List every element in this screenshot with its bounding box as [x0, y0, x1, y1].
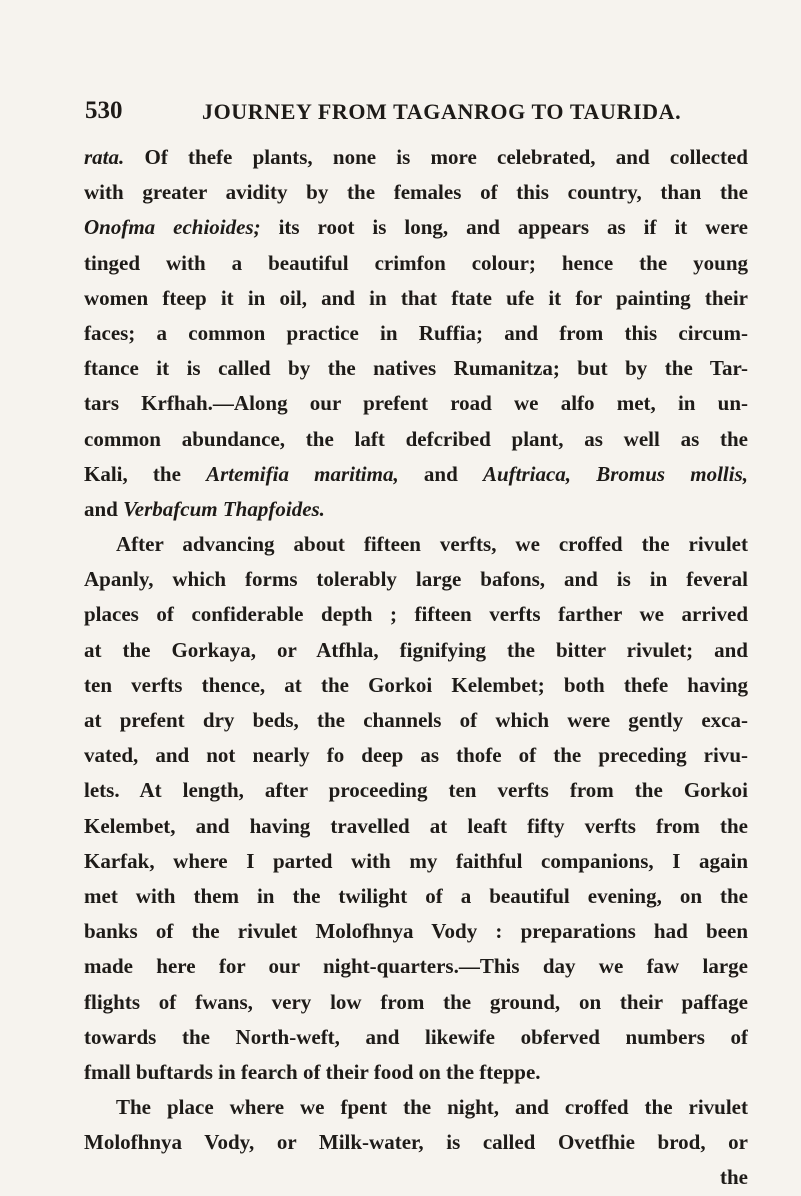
text-line: made here for our night-quarters.—This day we faw large [84, 954, 748, 979]
body-text [84, 140, 748, 1196]
running-title: JOURNEY FROM TAGANROG TO TAURIDA. [202, 99, 682, 124]
text-segment: Of thefe plants, none is more celebrated, and collected [124, 145, 748, 169]
text-line: vated, and not nearly fo deep as thofe of the preceding rivu- [84, 743, 748, 768]
text-segment [571, 462, 596, 486]
italic-text: Artemifia maritima, [206, 461, 399, 486]
text-line [84, 457, 748, 492]
text-line [84, 492, 748, 527]
italic-text: Verbafcum Thapfoides. [123, 496, 325, 521]
text-line: Karfak, where I parted with my faithful companions, I again [84, 848, 748, 873]
text-line [84, 210, 748, 245]
paragraph-start-line: After advancing about fifteen verfts, we croffed the rivulet [116, 532, 748, 557]
text-line: met with them in the twilight of a beautiful evening, on the [84, 883, 748, 908]
text-line: tinged with a beautiful crimfon colour; hence the young [84, 250, 748, 275]
text-line: tars Krfhah.—Along our prefent road we alfo met, in un- [84, 391, 748, 416]
paragraph-start-line: The place where we fpent the night, and croffed the rivulet [116, 1095, 748, 1120]
text-line: ten verfts thence, at the Gorkoi Kelembet; both thefe having [84, 672, 748, 697]
page-header [85, 97, 745, 137]
text-line: faces; a common practice in Ruffia; and from this circum- [84, 320, 748, 345]
text-line: ftance it is called by the natives Rumanitza; but by the Tar- [84, 356, 748, 381]
text-segment: and [398, 461, 483, 486]
italic-text: Bromus mollis, [596, 461, 748, 486]
text-line: Apanly, which forms tolerably large bafons, and is in feveral [84, 567, 748, 592]
italic-text: Onofma echioides; [84, 215, 261, 240]
text-segment: Kali, the [84, 461, 207, 486]
text-line: banks of the rivulet Molofhnya Vody : preparations had been [84, 919, 748, 944]
text-line: lets. At length, after proceeding ten verfts from the Gorkoi [84, 778, 748, 803]
text-line: at prefent dry beds, the channels of which were gently exca- [84, 708, 748, 732]
text-line: Kelembet, and having travelled at leaft fifty verfts from the [84, 813, 748, 838]
text-segment: its root is long, and appears as if it were [260, 215, 748, 240]
text-line: flights of fwans, very low from the ground, on their paffage [84, 989, 748, 1014]
text-segment: and [84, 496, 124, 521]
text-line: Molofhnya Vody, or Milk-water, is called Ovetfhie brod, or [84, 1130, 748, 1155]
text-line: women fteep it in oil, and in that ftate ufe it for painting their [84, 285, 748, 310]
text-line: places of confiderable depth ; fifteen verfts farther we arrived [84, 602, 748, 627]
italic-text: rata. [84, 145, 125, 169]
text-line [84, 140, 748, 175]
text-line: with greater avidity by the females of this country, than the [84, 180, 748, 205]
page-number: 530 [85, 97, 123, 124]
catchword: the [720, 1165, 748, 1190]
text-line: towards the North-weft, and likewife obferved numbers of [84, 1024, 748, 1049]
italic-text: Auftriaca, [482, 461, 572, 486]
text-line: at the Gorkaya, or Atfhla, fignifying the bitter rivulet; and [84, 637, 748, 662]
text-line: fmall buftards in fearch of their food on the fteppe. [84, 1059, 541, 1084]
text-line: common abundance, the laft defcribed plant, as well as the [84, 426, 748, 451]
